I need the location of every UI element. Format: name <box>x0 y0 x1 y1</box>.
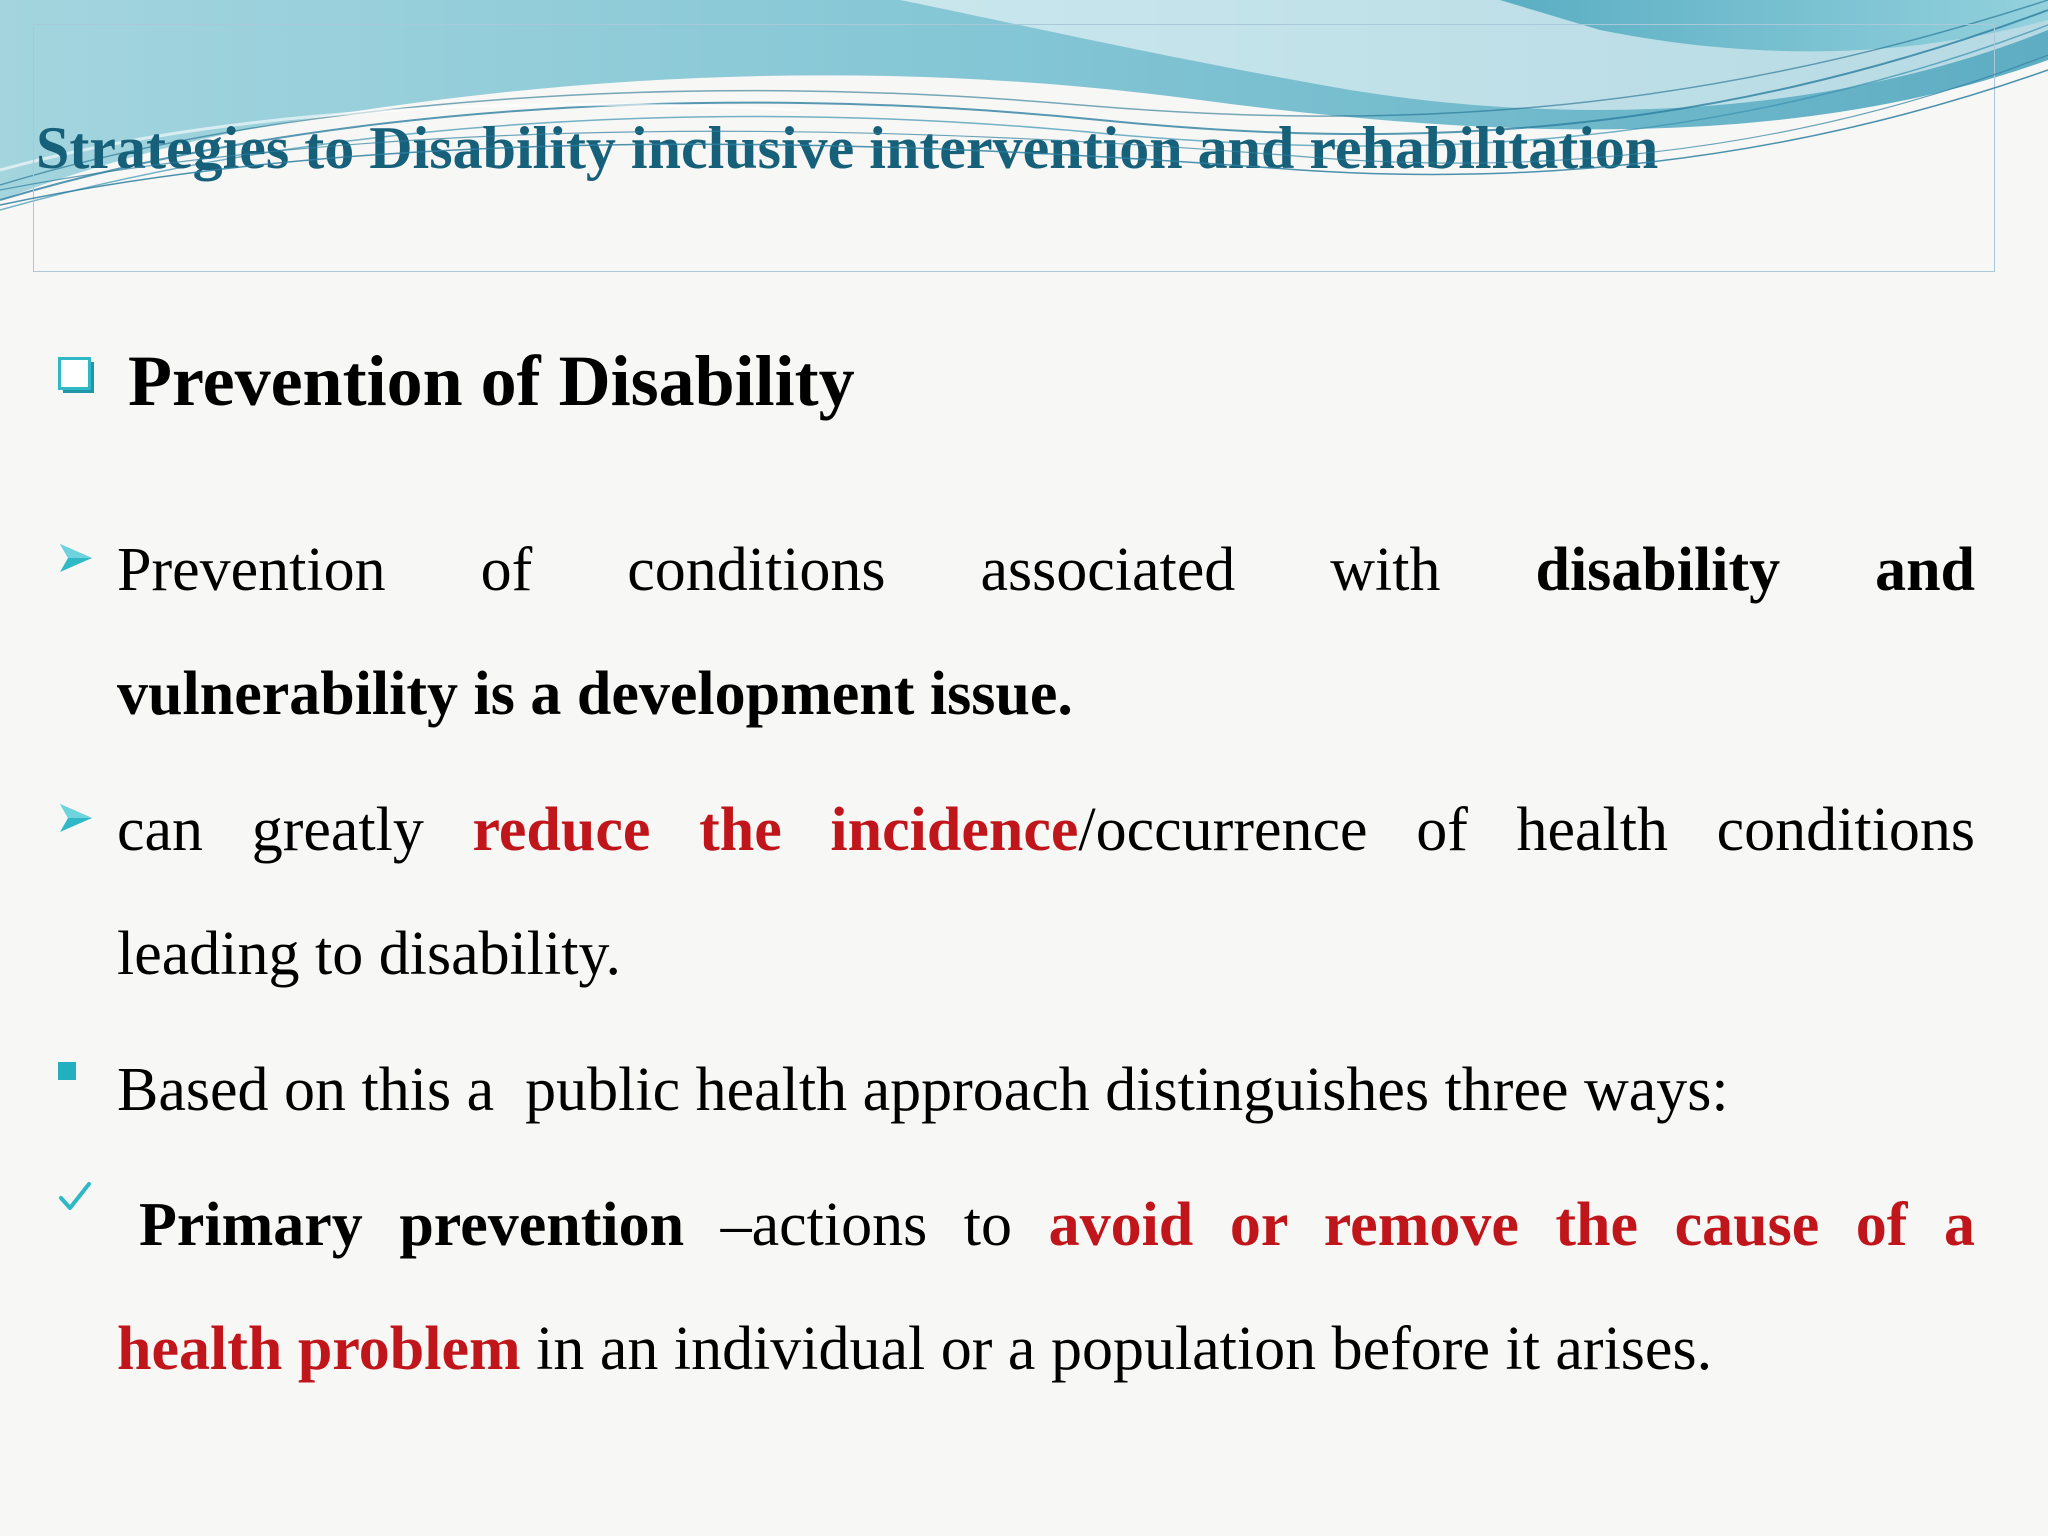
square-bullet-icon <box>58 1062 78 1082</box>
bullet-1-line-2: vulnerability is a development issue. <box>117 660 1073 728</box>
bullet-3-line-1: Based on this a public health approach distinguishes three ways: <box>117 1056 1729 1124</box>
section-heading: Prevention of Disability <box>128 341 855 421</box>
hollow-square-bullet-icon <box>58 357 94 393</box>
slide-title: Strategies to Disability inclusive intervention and rehabilitation <box>36 115 1659 181</box>
arrow-bullet-icon <box>56 538 96 578</box>
bullet-3-text <box>117 1028 1975 1152</box>
bullet-4-text <box>117 1163 1975 1411</box>
bullet-1-line-1: Prevention of conditions associated with disability and <box>117 536 1976 604</box>
section-heading-row <box>58 341 855 421</box>
bullet-4-line-2: health problem in an individual or a population before it arises. <box>117 1315 1713 1383</box>
bullet-2-text <box>117 768 1975 1016</box>
arrow-bullet-icon <box>56 798 96 838</box>
checkmark-bullet-icon <box>58 1180 92 1214</box>
bullet-1-text <box>117 508 1975 756</box>
bullet-4-line-1: Primary prevention –actions to avoid or remove the cause of a <box>139 1191 1975 1259</box>
bullet-2-line-2: leading to disability. <box>117 920 621 988</box>
bullet-2-line-1: can greatly reduce the incidence/occurrence of health conditions <box>117 796 1975 864</box>
